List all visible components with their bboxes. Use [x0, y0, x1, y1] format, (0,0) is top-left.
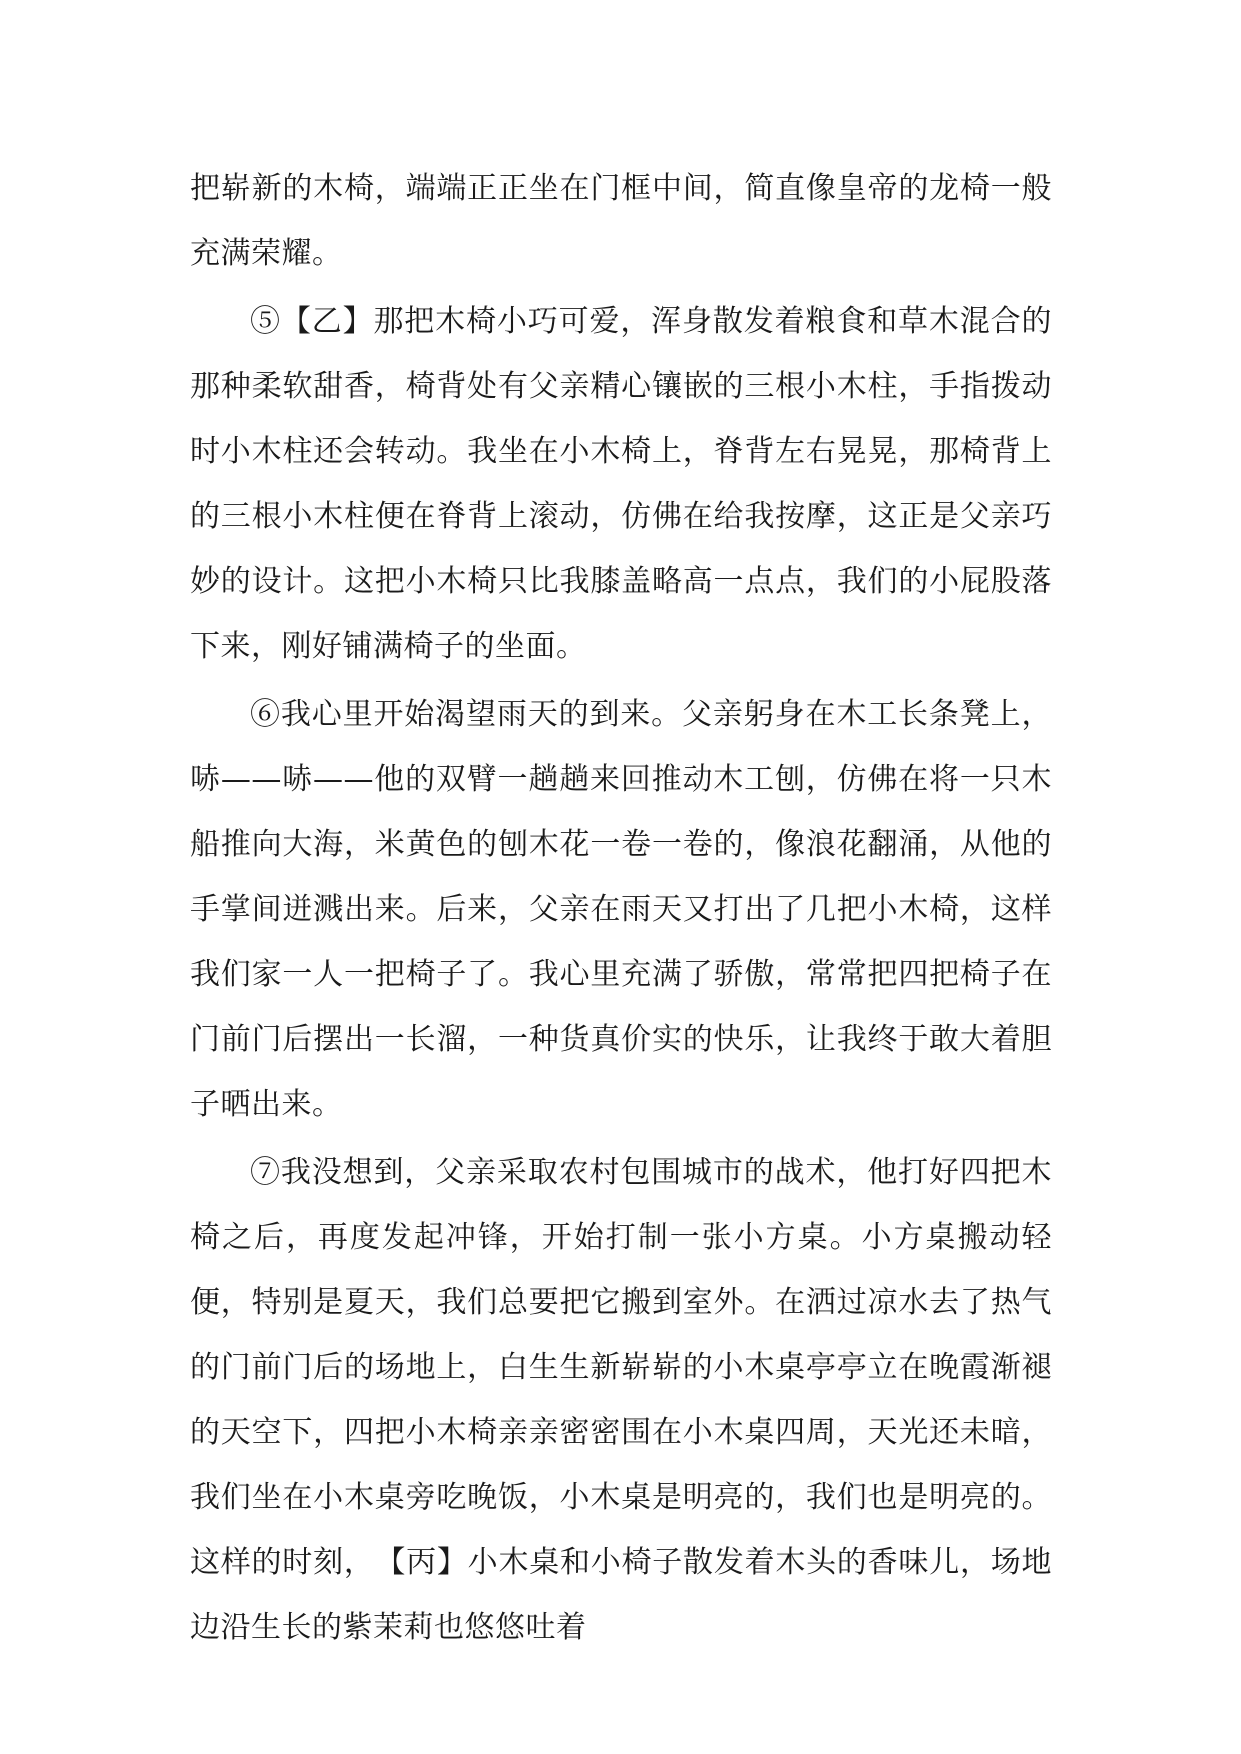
- paragraph-6: ⑥我心里开始渴望雨天的到来。父亲躬身在木工长条凳上，哧——哧——他的双臂一趟趟来回推动木工刨，仿佛在将一只木船推向大海，米黄色的刨木花一卷一卷的，像浪花翻涌，从他的手掌间迸溅出来。后来，父亲在雨天又打出了几把小木椅，这样我们家一人一把椅子了。我心里充满了骄傲，常常把四把椅子在门前门后摆出一长溜，一种货真价实的快乐，让我终于敢大着胆子晒出来。: [190, 697, 1052, 1122]
- body-text: [190, 156, 1052, 1660]
- paragraph-7: ⑦我没想到，父亲采取农村包围城市的战术，他打好四把木椅之后，再度发起冲锋，开始打制一张小方桌。小方桌搬动轻便，特别是夏天，我们总要把它搬到室外。在洒过凉水去了热气的门前门后的场地上，白生生新崭崭的小木桌亭亭立在晚霞渐褪的天空下，四把小木椅亲亲密密围在小木桌四周，天光还未暗，我们坐在小木桌旁吃晚饭，小木桌是明亮的，我们也是明亮的。这样的时刻， 【丙】小木桌和小椅子散发着木头的香味儿，场地边沿生长的紫茉莉也悠悠吐着: [190, 1155, 1052, 1645]
- paragraph-5: ⑤【乙】那把木椅小巧可爱，浑身散发着粮食和草木混合的那种柔软甜香，椅背处有父亲精心镶嵌的三根小木柱，手指拨动时小木柱还会转动。我坐在小木椅上，脊背左右晃晃，那椅背上的三根小木柱便在脊背上滚动，仿佛在给我按摩，这正是父亲巧妙的设计。这把小木椅只比我膝盖略高一点点，我们的小屁股落下来，刚好铺满椅子的坐面。: [190, 304, 1052, 664]
- paragraph-continued: 把崭新的木椅，端端正正坐在门框中间，简直像皇帝的龙椅一般充满荣耀。: [190, 171, 1052, 271]
